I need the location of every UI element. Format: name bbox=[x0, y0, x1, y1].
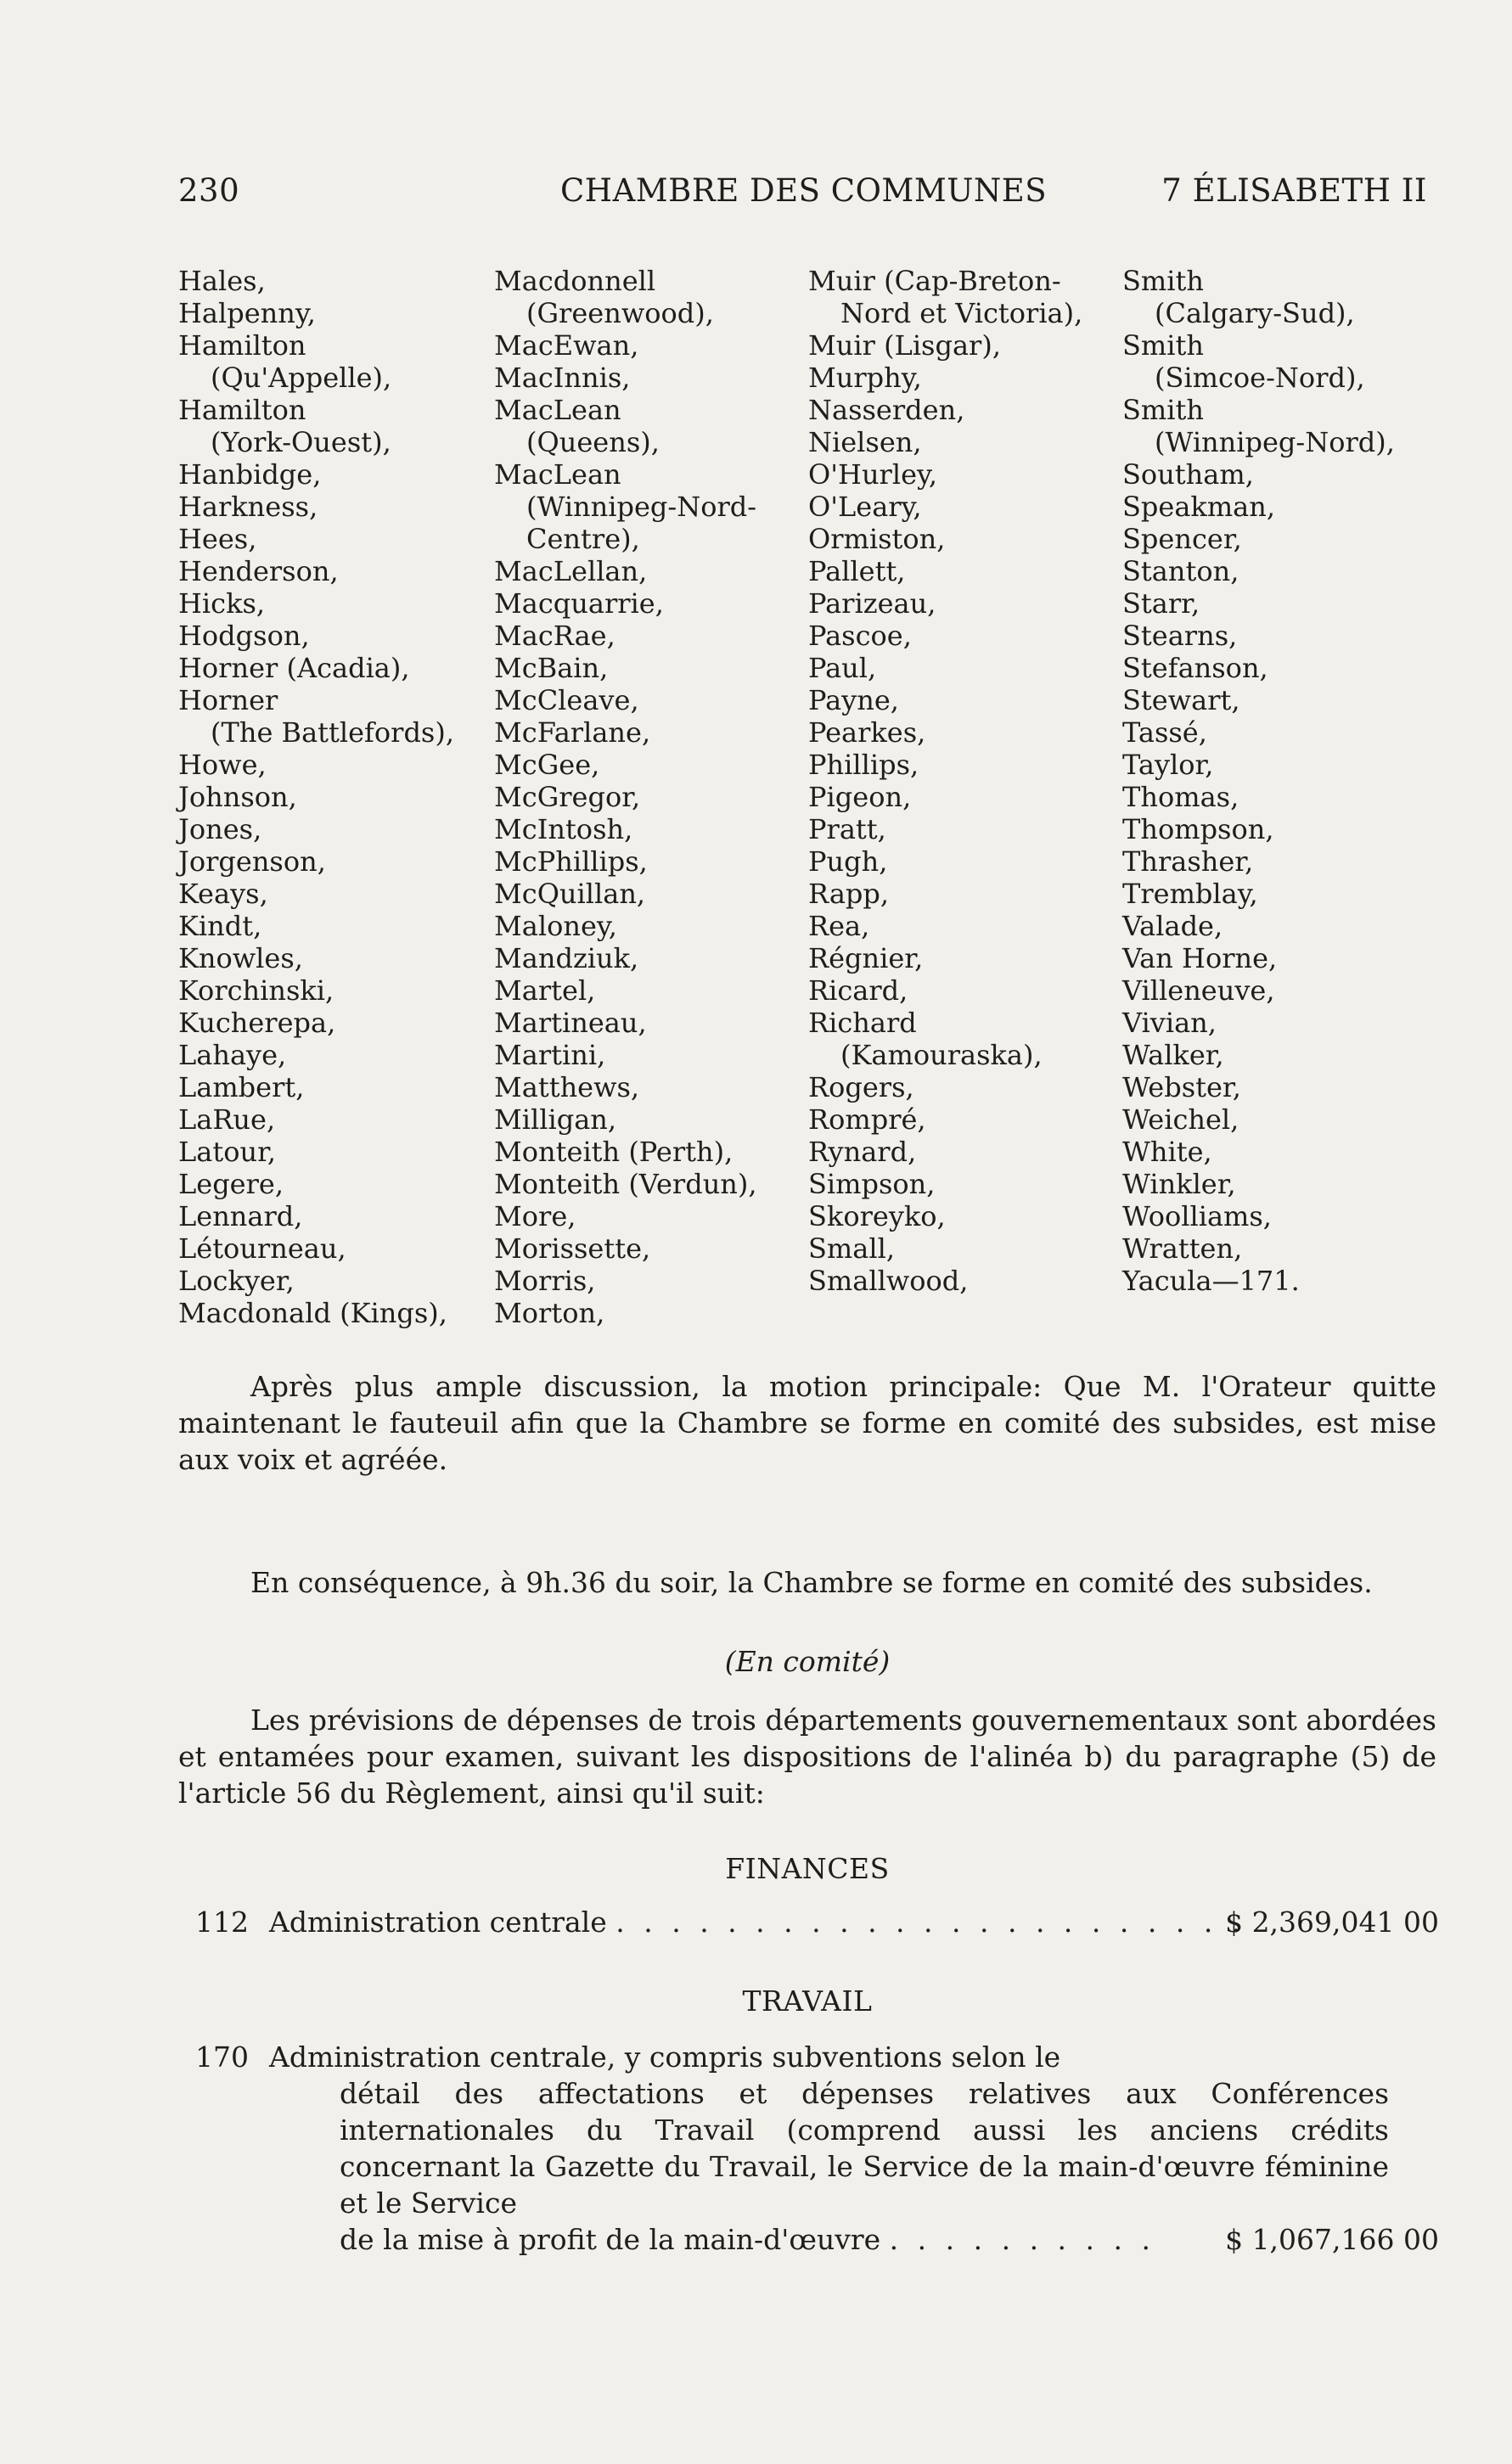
member-name: Rynard, bbox=[808, 1136, 917, 1168]
item-line bbox=[269, 1904, 1245, 1940]
member-name: Hamilton bbox=[178, 394, 306, 426]
member-name: Knowles, bbox=[178, 942, 303, 974]
member-name: Webster, bbox=[1122, 1071, 1241, 1103]
member-name: MacLellan, bbox=[494, 555, 648, 587]
member-name: McQuillan, bbox=[494, 878, 646, 910]
member-name: Macquarrie, bbox=[494, 587, 664, 620]
member-name: Hanbidge, bbox=[178, 458, 322, 491]
leader-dots: . . . . . . . . . . bbox=[889, 2223, 1155, 2256]
member-name: Nielsen, bbox=[808, 426, 922, 458]
member-name: Jorgenson, bbox=[178, 845, 326, 878]
member-name: Woolliams, bbox=[1122, 1200, 1272, 1232]
item-description-first-line: Administration centrale, y compris subventions selon le bbox=[269, 2040, 1061, 2074]
member-name: More, bbox=[494, 1200, 576, 1232]
member-name: Walker, bbox=[1122, 1039, 1224, 1071]
member-name: Morissette, bbox=[494, 1232, 651, 1265]
name-column-2 bbox=[494, 265, 808, 1329]
member-name: Latour, bbox=[178, 1136, 277, 1168]
member-name: Simpson, bbox=[808, 1168, 936, 1200]
member-name: Stanton, bbox=[1122, 555, 1239, 587]
member-name: Lambert, bbox=[178, 1071, 305, 1103]
member-name: Martel, bbox=[494, 974, 596, 1007]
member-name: Tremblay, bbox=[1122, 878, 1258, 910]
member-name: Paul, bbox=[808, 652, 877, 684]
member-name: Thomas, bbox=[1122, 781, 1239, 813]
member-name: Skoreyko, bbox=[808, 1200, 946, 1232]
member-name: Jones, bbox=[178, 813, 262, 845]
member-name: MacLean bbox=[494, 458, 621, 491]
member-name: Henderson, bbox=[178, 555, 339, 587]
member-name: Starr, bbox=[1122, 587, 1200, 620]
committee-formation-text: En conséquence, à 9h.36 du soir, la Chambre se forme en comité des subsides. bbox=[250, 1566, 1373, 1599]
estimates-text: Les prévisions de dépenses de trois départements gouvernementaux sont abordées et entamées pour examen, suivant les dispositions de l'alinéa b) du paragraphe (5) de l'article 56 du Règlement, ainsi qu'il suit: bbox=[178, 1703, 1436, 1810]
member-name: Harkness, bbox=[178, 491, 318, 523]
name-column-3 bbox=[808, 265, 1122, 1297]
member-name: Horner (Acadia), bbox=[178, 652, 410, 684]
member-name: Tassé, bbox=[1122, 716, 1207, 749]
member-name: McBain, bbox=[494, 652, 609, 684]
member-name: MacInnis, bbox=[494, 362, 631, 394]
motion-text: Après plus ample discussion, la motion principale: Que M. l'Orateur quitte maintenant le fauteuil afin que la Chambre se forme en comité des subsides, est mise aux voix et agréée. bbox=[178, 1370, 1436, 1476]
travail-heading: TRAVAIL bbox=[742, 1984, 873, 2018]
member-name: Van Horne, bbox=[1122, 942, 1278, 974]
finances-heading: FINANCES bbox=[725, 1852, 890, 1885]
member-name: (Kamouraska), bbox=[840, 1039, 1043, 1071]
travail-item-170 bbox=[195, 2039, 1439, 2268]
member-name: (Winnipeg-Nord- bbox=[526, 491, 757, 523]
member-name: Muir (Lisgar), bbox=[808, 329, 1001, 362]
member-name: Stefanson, bbox=[1122, 652, 1268, 684]
member-name: Ormiston, bbox=[808, 523, 946, 555]
member-name: Mandziuk, bbox=[494, 942, 639, 974]
item-description-last-line: de la mise à profit de la main-d'œuvre bbox=[340, 2223, 881, 2256]
member-name: Howe, bbox=[178, 749, 267, 781]
item-line bbox=[340, 2221, 1155, 2258]
item-number: 170 bbox=[195, 2040, 249, 2074]
member-name: Spencer, bbox=[1122, 523, 1242, 555]
member-name: Halpenny, bbox=[178, 297, 316, 329]
member-name: Rea, bbox=[808, 910, 870, 942]
member-name: McCleave, bbox=[494, 684, 639, 716]
member-name: O'Leary, bbox=[808, 491, 922, 523]
member-name: Stearns, bbox=[1122, 620, 1238, 652]
member-name: Smith bbox=[1122, 394, 1204, 426]
member-name: Pallett, bbox=[808, 555, 906, 587]
member-name: Richard bbox=[808, 1007, 917, 1039]
member-name: O'Hurley, bbox=[808, 458, 938, 491]
member-name: (Winnipeg-Nord), bbox=[1155, 426, 1395, 458]
member-name: MacLean bbox=[494, 394, 621, 426]
member-name: Speakman, bbox=[1122, 491, 1276, 523]
member-name: Lockyer, bbox=[178, 1265, 295, 1297]
member-name: Horner bbox=[178, 684, 278, 716]
member-name: Yacula—171. bbox=[1122, 1265, 1300, 1297]
name-column-1 bbox=[178, 265, 492, 1329]
member-name: Morton, bbox=[494, 1297, 605, 1329]
item-amount: $ 1,067,166 00 bbox=[1225, 2223, 1439, 2256]
member-name: Thompson, bbox=[1122, 813, 1274, 845]
running-title: CHAMBRE DES COMMUNES bbox=[560, 172, 1048, 209]
member-name: Centre), bbox=[526, 523, 640, 555]
committee-formation-paragraph bbox=[178, 1564, 1436, 1601]
reign-year: 7 ÉLISABETH II bbox=[1161, 172, 1427, 209]
member-name: Small, bbox=[808, 1232, 895, 1265]
item-description-continuation: détail des affectations et dépenses relatives aux Conférences internationales du Travail (comprend aussi les anciens crédits concernant la Gazette du Travail, le Service de la main-d'œuvre féminine et le Service bbox=[340, 2077, 1389, 2220]
member-name: Pascoe, bbox=[808, 620, 912, 652]
member-name: Wratten, bbox=[1122, 1232, 1243, 1265]
member-name: Monteith (Verdun), bbox=[494, 1168, 757, 1200]
member-name: Lahaye, bbox=[178, 1039, 287, 1071]
member-name: MacEwan, bbox=[494, 329, 639, 362]
page-number: 230 bbox=[178, 172, 240, 209]
member-name: (Greenwood), bbox=[526, 297, 714, 329]
member-name: (The Battlefords), bbox=[211, 716, 454, 749]
member-name: (Calgary-Sud), bbox=[1155, 297, 1355, 329]
member-name: McIntosh, bbox=[494, 813, 633, 845]
member-name: Winkler, bbox=[1122, 1168, 1236, 1200]
member-name: Martini, bbox=[494, 1039, 606, 1071]
member-name: McGregor, bbox=[494, 781, 641, 813]
member-name: Hees, bbox=[178, 523, 257, 555]
member-name: Murphy, bbox=[808, 362, 922, 394]
member-name: Hamilton bbox=[178, 329, 306, 362]
member-name: LaRue, bbox=[178, 1103, 276, 1136]
member-name: Nasserden, bbox=[808, 394, 965, 426]
member-name: Muir (Cap-Breton- bbox=[808, 265, 1061, 297]
member-name: MacRae, bbox=[494, 620, 615, 652]
member-name: (Simcoe-Nord), bbox=[1155, 362, 1365, 394]
member-name: Hodgson, bbox=[178, 620, 310, 652]
member-name: Keays, bbox=[178, 878, 268, 910]
member-name: Rapp, bbox=[808, 878, 890, 910]
finances-item-112 bbox=[195, 1904, 1439, 1942]
item-amount: $ 2,369,041 00 bbox=[1225, 1906, 1439, 1939]
member-name: Macdonald (Kings), bbox=[178, 1297, 447, 1329]
item-number: 112 bbox=[195, 1906, 249, 1939]
member-name: Hales, bbox=[178, 265, 266, 297]
member-name: Kindt, bbox=[178, 910, 262, 942]
member-name: Morris, bbox=[494, 1265, 596, 1297]
member-name: Hicks, bbox=[178, 587, 266, 620]
member-name: Létourneau, bbox=[178, 1232, 346, 1265]
member-name: Macdonnell bbox=[494, 265, 656, 297]
member-name: Pugh, bbox=[808, 845, 888, 878]
member-name: Taylor, bbox=[1122, 749, 1214, 781]
member-name: (Queens), bbox=[526, 426, 660, 458]
motion-paragraph bbox=[178, 1368, 1436, 1478]
member-name: Pratt, bbox=[808, 813, 886, 845]
member-name: Smith bbox=[1122, 329, 1204, 362]
member-name: Weichel, bbox=[1122, 1103, 1239, 1136]
leader-dots: . . . . . . . . . . . . . . . . . . . . . . . bbox=[615, 1906, 1246, 1939]
member-name: Kucherepa, bbox=[178, 1007, 336, 1039]
member-name: Pigeon, bbox=[808, 781, 912, 813]
member-name: White, bbox=[1122, 1136, 1212, 1168]
member-name: Stewart, bbox=[1122, 684, 1240, 716]
member-name: Pearkes, bbox=[808, 716, 926, 749]
member-name: Parizeau, bbox=[808, 587, 936, 620]
member-name: Ricard, bbox=[808, 974, 908, 1007]
item-description: Administration centrale bbox=[269, 1906, 607, 1939]
member-name: (Qu'Appelle), bbox=[211, 362, 392, 394]
member-name: Thrasher, bbox=[1122, 845, 1254, 878]
member-name: McGee, bbox=[494, 749, 600, 781]
member-name: Smallwood, bbox=[808, 1265, 969, 1297]
member-name: (York-Ouest), bbox=[211, 426, 391, 458]
member-name: McPhillips, bbox=[494, 845, 648, 878]
member-name: Payne, bbox=[808, 684, 899, 716]
member-name: Régnier, bbox=[808, 942, 924, 974]
member-name: McFarlane, bbox=[494, 716, 651, 749]
member-name: Legere, bbox=[178, 1168, 284, 1200]
estimates-paragraph bbox=[178, 1702, 1436, 1811]
member-name: Rompré, bbox=[808, 1103, 926, 1136]
member-name: Korchinski, bbox=[178, 974, 334, 1007]
member-name: Nord et Victoria), bbox=[840, 297, 1083, 329]
member-name: Phillips, bbox=[808, 749, 919, 781]
member-name: Rogers, bbox=[808, 1071, 914, 1103]
member-name: Milligan, bbox=[494, 1103, 617, 1136]
name-column-4 bbox=[1122, 265, 1436, 1297]
in-committee-heading: (En comité) bbox=[724, 1645, 891, 1678]
member-name: Johnson, bbox=[178, 781, 297, 813]
member-name: Martineau, bbox=[494, 1007, 647, 1039]
member-name: Smith bbox=[1122, 265, 1204, 297]
member-name: Vivian, bbox=[1122, 1007, 1217, 1039]
member-name: Maloney, bbox=[494, 910, 617, 942]
member-name: Lennard, bbox=[178, 1200, 303, 1232]
member-name: Monteith (Perth), bbox=[494, 1136, 734, 1168]
member-name: Valade, bbox=[1122, 910, 1223, 942]
member-name: Southam, bbox=[1122, 458, 1254, 491]
member-name: Villeneuve, bbox=[1122, 974, 1275, 1007]
member-name: Matthews, bbox=[494, 1071, 640, 1103]
